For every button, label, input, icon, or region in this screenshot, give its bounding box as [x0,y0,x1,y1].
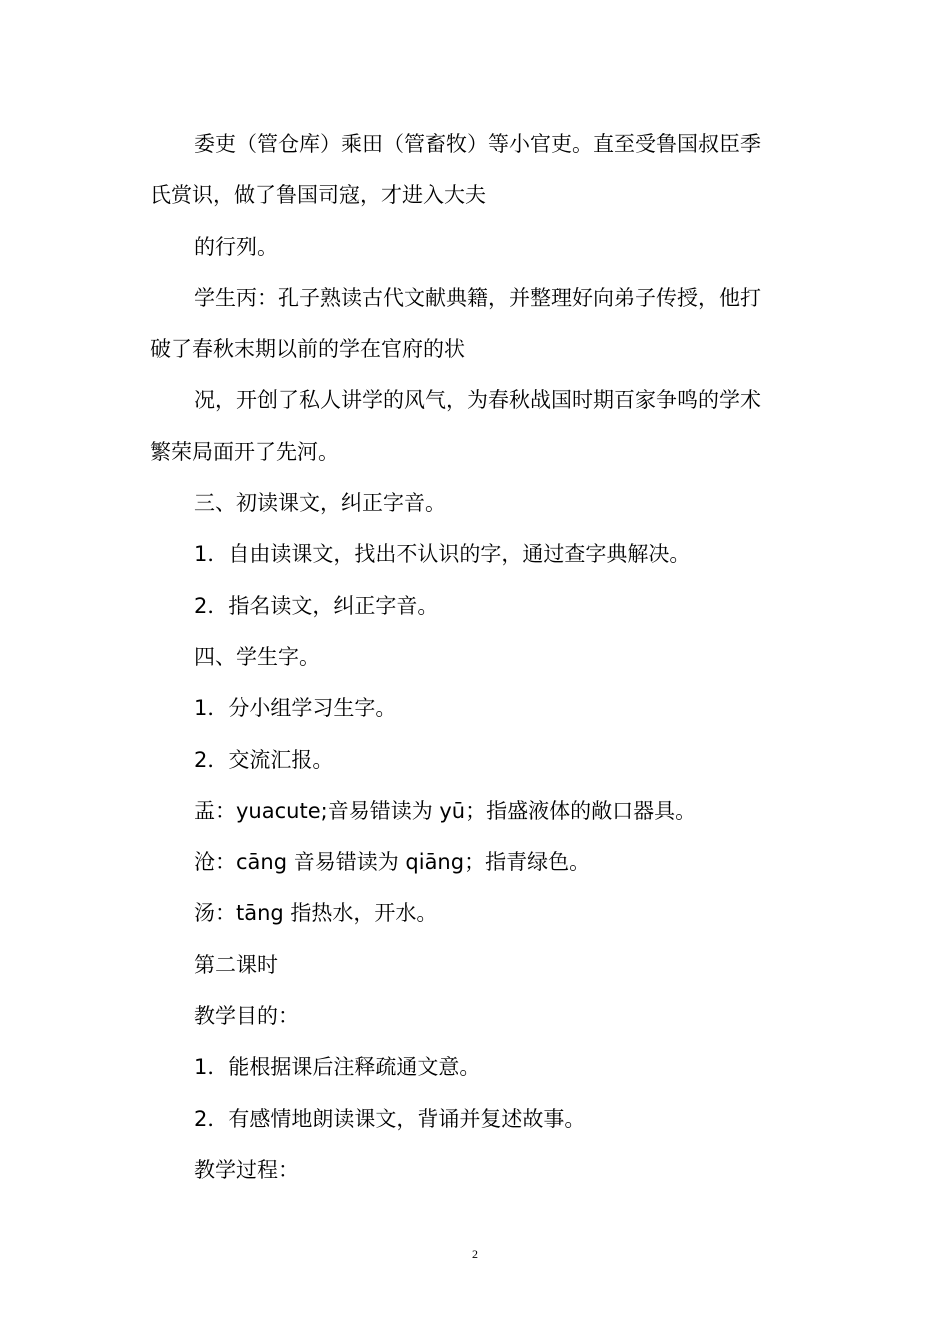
section-heading: 三、初读课文，纠正字音。 [194,491,446,516]
page-number: 2 [472,1247,478,1261]
body-text [150,119,810,1196]
text-line: 学生丙：孔子熟读古代文献典籍，并整理好向弟子传授，他打 [194,285,761,310]
character-note: 汤：tāng 指热水，开水。 [194,901,438,926]
text-line: 委吏（管仓库）乘田（管畜牧）等小官吏。直至受鲁国叔臣季 [194,132,761,156]
list-item: 2．交流汇报。 [194,747,334,772]
list-item: 2．有感情地朗读课文，背诵并复述故事。 [194,1106,586,1131]
text-line: 况，开创了私人讲学的风气，为春秋战国时期百家争鸣的学术 [194,388,761,413]
text-line: 的行列。 [194,234,278,259]
text-line: 繁荣局面开了先河。 [150,439,339,464]
list-item: 1．分小组学习生字。 [194,696,397,721]
lesson-heading: 第二课时 [194,952,278,977]
text-line: 氏赏识，做了鲁国司寇，才进入大夫 [150,183,486,208]
section-heading: 教学过程： [194,1157,299,1182]
section-heading: 教学目的： [194,1004,299,1029]
character-note: 盂：yuacute;音易错读为 yū；指盛液体的敞口器具。 [194,798,697,823]
text-line: 破了春秋末期以前的学在官府的状 [150,337,465,362]
character-note: 沧：cāng 音易错读为 qiāng；指青绿色。 [194,850,591,875]
section-heading: 四、学生字。 [194,644,320,669]
list-item: 1．能根据课后注释疏通文意。 [194,1055,481,1080]
list-item: 1．自由读课文，找出不认识的字，通过查字典解决。 [194,542,691,567]
list-item: 2．指名读文，纠正字音。 [194,593,439,618]
